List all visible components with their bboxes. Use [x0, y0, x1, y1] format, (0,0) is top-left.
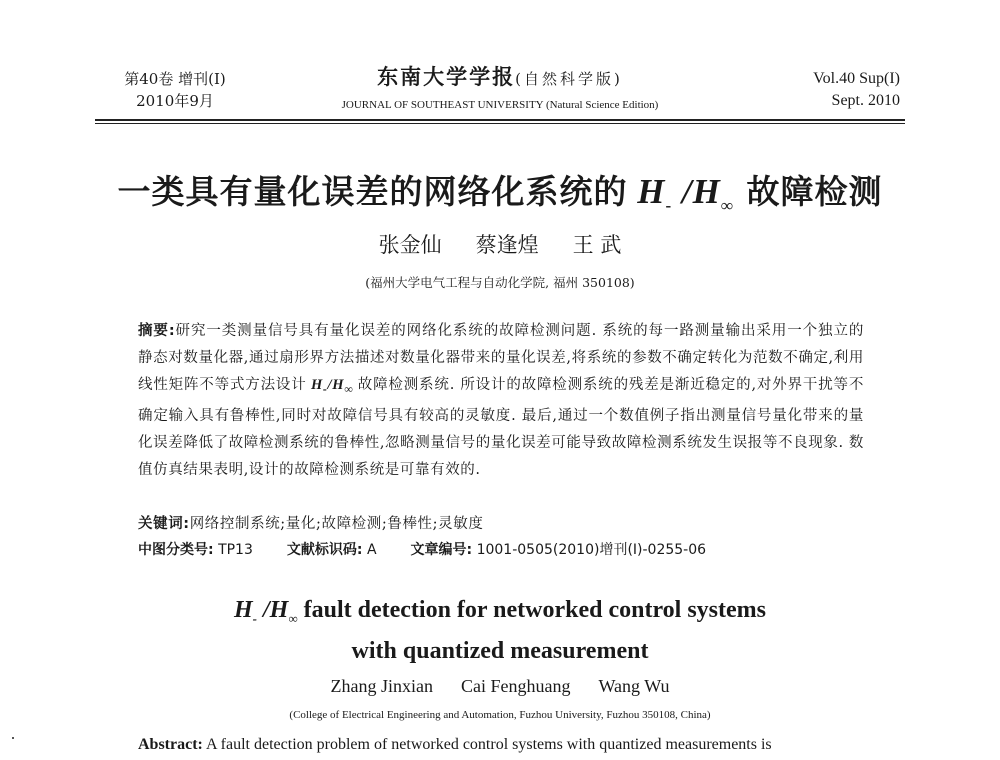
clc-label: 中图分类号:: [138, 542, 214, 558]
title-en-h-minus: H: [233, 597, 253, 623]
volume-en: Vol.40 Sup(I): [813, 70, 900, 87]
title-cn-h-minus: H: [637, 172, 666, 211]
abstract-label-en: Abstract:: [138, 736, 203, 753]
title-cn-slash: /: [672, 172, 693, 211]
clc-value: TP13: [218, 542, 253, 558]
abstract-h-minus: H: [311, 377, 323, 393]
paper-title-cn: [60, 166, 940, 216]
abstract-label-cn: 摘要:: [138, 323, 176, 339]
title-en-h-inf: H: [269, 597, 289, 623]
article-number-label: 文章编号:: [410, 542, 473, 558]
paper-title-en: [100, 594, 900, 667]
abstract-cn: [138, 318, 864, 484]
title-en-line1-rest: fault detection for networked control systems: [297, 597, 766, 623]
title-en-line1: [100, 594, 900, 635]
article-number-value: 1001-0505(2010)增刊(I)-0255-06: [476, 542, 707, 558]
date-en: Sept. 2010: [831, 92, 900, 109]
author-en: Zhang Jinxian: [330, 676, 433, 696]
abstract-text-cn-part2: 故障检测系统. 所设计的故障检测系统的残差是渐近稳定的,对外界干扰等不确定输入具有鲁棒性,同时对故障信号具有较高的灵敏度. 最后,通过一个数值例子指出测量信号量化带来的量化误差降低了故障检测系统的鲁棒性,忽略测量信号的量化误差可能导致故障检测系统发生误报等不良现象. 数值仿真结果表明,设计的故障检测系统是可靠有效的.: [138, 377, 864, 478]
header-rule-thin: [95, 123, 905, 124]
abstract-text-cn-part1: 研究一类测量信号具有量化误差的网络化系统的故障检测问题. 系统的每一路测量输出采用一个独立的静态对数量化器,通过扇形界方法描述对数量化器带来的量化误差,将系统的参数不确定转化为范数不确定,利用线性矩阵不等式方法设计: [138, 323, 864, 393]
journal-title-en: JOURNAL OF SOUTHEAST UNIVERSITY (Natural Science Edition): [341, 99, 659, 111]
author-en: Wang Wu: [598, 676, 670, 696]
scan-speck: [12, 737, 14, 739]
author-cn: 王 武: [572, 233, 622, 257]
keywords-cn: [138, 512, 864, 536]
keywords-label: 关键词:: [138, 516, 190, 532]
abstract-text-en: A fault detection problem of networked control systems with quantized measurements is: [206, 736, 772, 753]
author-cn: 张金仙: [378, 233, 442, 257]
journal-masthead: [280, 64, 720, 114]
title-cn-suffix: 故障检测: [734, 172, 883, 211]
title-cn-h-inf: H: [692, 172, 721, 211]
journal-title-cn: [280, 64, 720, 92]
title-en-math: [233, 597, 298, 626]
abstract-sub-inf: ∞: [344, 381, 354, 396]
author-list-cn: [0, 229, 1000, 259]
header-volume-info-en: [740, 68, 900, 112]
abstract-h-inf: H: [332, 377, 345, 393]
doc-code-value: A: [366, 542, 377, 558]
header-rule-thick: [95, 119, 905, 121]
keywords-text: 网络控制系统;量化;故障检测;鲁棒性;灵敏度: [189, 516, 484, 532]
date-cn: 2010年9月: [136, 92, 214, 110]
journal-edition-cn: (自然科学版): [515, 70, 623, 88]
author-list-en: [0, 676, 1000, 697]
doc-code-label: 文献标识码:: [286, 542, 363, 558]
journal-name-cn: 东南大学学报: [377, 64, 516, 89]
volume-cn: 第40卷 增刊(I): [124, 70, 226, 88]
title-en-sub-minus: -: [252, 610, 257, 626]
abstract-sub-minus: -: [322, 381, 328, 396]
title-cn-prefix: 一类具有量化误差的网络化系统的: [117, 172, 628, 211]
title-en-slash: /: [257, 597, 270, 623]
classification-line: [138, 538, 864, 562]
header-volume-info-cn: [95, 68, 255, 112]
author-en: Cai Fenghuang: [461, 676, 571, 696]
author-cn: 蔡逢煌: [475, 233, 539, 257]
title-cn-math: [628, 172, 735, 215]
title-en-line2: with quantized measurement: [351, 637, 649, 664]
title-en-sub-inf: ∞: [288, 610, 298, 626]
abstract-cn-math: [307, 377, 358, 396]
abstract-slash: /: [327, 377, 333, 393]
affiliation-cn: (福州大学电气工程与自动化学院, 福州 350108): [365, 275, 635, 290]
abstract-en: [138, 734, 878, 756]
affiliation-en: (College of Electrical Engineering and Automation, Fuzhou University, Fuzhou 350108, China): [289, 709, 711, 721]
title-cn-sub-minus: -: [665, 196, 673, 215]
title-cn-sub-inf: ∞: [720, 196, 734, 215]
